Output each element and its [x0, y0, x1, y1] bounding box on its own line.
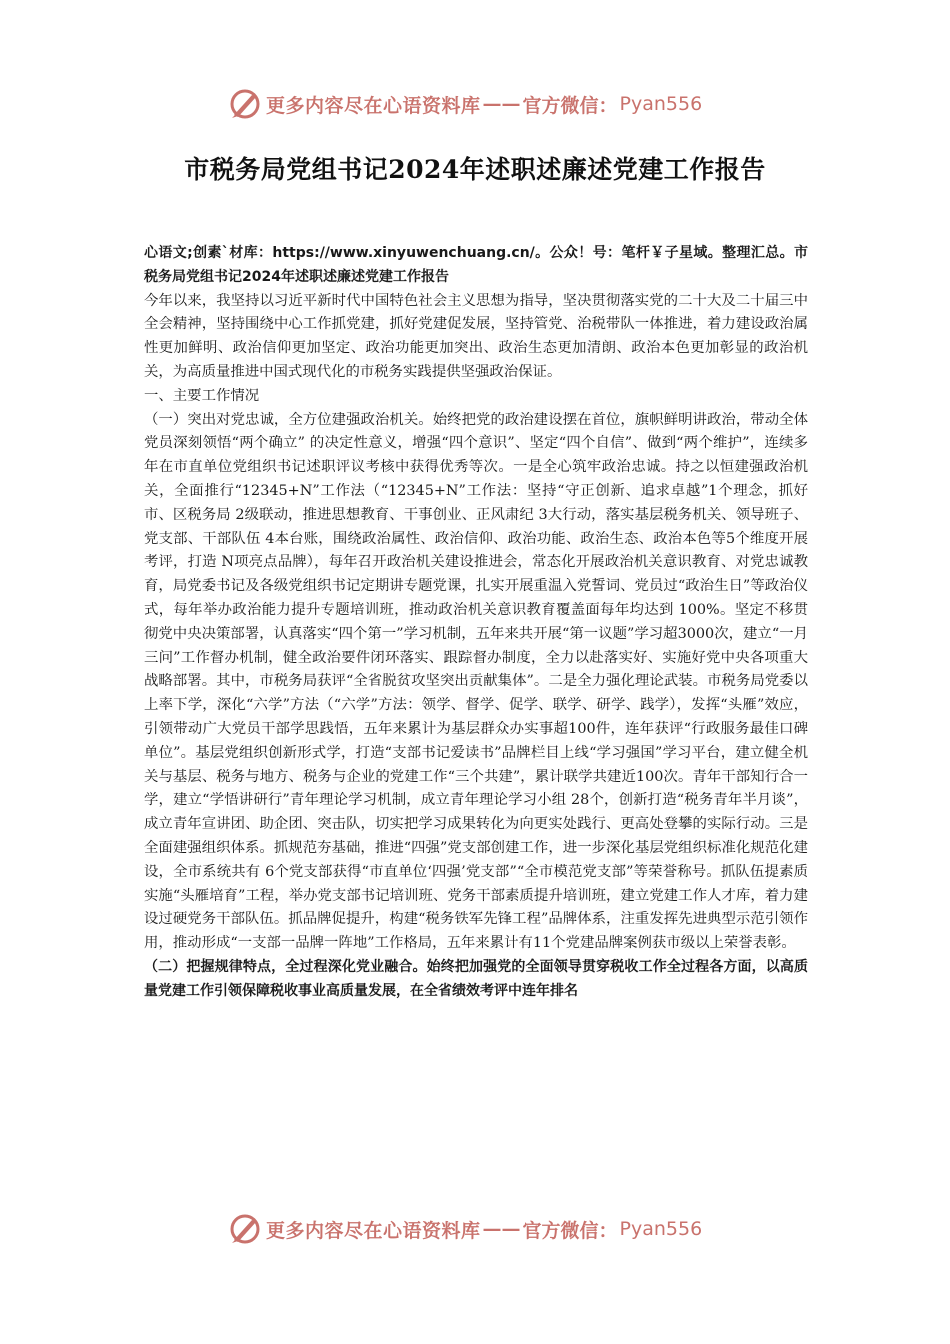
brush-logo-icon [228, 1212, 262, 1246]
banner-wechat-id: Pyan556 [619, 1218, 703, 1240]
banner-wechat-label: 官方微信： [522, 1219, 618, 1242]
banner-wechat-label: 官方微信： [522, 94, 618, 117]
banner-wechat-id: Pyan556 [619, 93, 703, 115]
brush-logo-icon [228, 87, 262, 121]
banner-text: 更多内容尽在心语资料库 [266, 1219, 481, 1242]
header-watermark-banner [228, 84, 728, 124]
page-title: 市税务局党组书记2024年述职述廉述党建工作报告 [184, 155, 766, 184]
footer-watermark-banner [228, 1209, 728, 1249]
document-body [144, 242, 808, 1004]
body-paragraph-1: （一）突出对党忠诚，全方位建强政治机关。始终把党的政治建设摆在首位，旗帜鲜明讲政治，带动全体党员深刻领悟“两个确立” 的决定性意义，增强“四个意识”、坚定“四个自信”、做到“两个维护”，连续多年在市直单位党组织书记述职评议考核中获得优秀等次。一是全心筑牢政治忠诚。持之以恒建强政治机关，全面推行“12345+N”工作法（“12345+N”工作法：坚持“守正创新、追求卓越”1个理念，抓好市、区税务局 2级联动，推进思想教育、干事创业、正风肃纪 3大行动，落实基层税务机关、领导班子、党支部、干部队伍 4本台账，围绕政治属性、政治信仰、政治功能、政治生态、政治本色等5个维度开展考评，打造 N项亮点品牌），每年召开政治机关建设推进会，常态化开展政治机关意识教育、对党忠诚教育，局党委书记及各级党组织书记定期讲专题党课，扎实开展重温入党誓词、党员过“政治生日”等政治仪式，每年举办政治能力提升专题培训班，推动政治机关意识教育覆盖面每年均达到 100%。坚定不移贯彻党中央决策部署，认真落实“四个第一”学习机制，五年来共开展“第一议题”学习超3000次，建立“一月三问”工作督办机制，健全政治要件闭环落实、跟踪督办制度，全力以赴落实好、实施好党中央各项重大战略部署。其中，市税务局获评“全省脱贫攻坚突出贡献集体”。二是全力强化理论武装。市税务局党委以上率下学，深化“六学”方法（“六学”方法：领学、督学、促学、联学、研学、践学），发挥“头雁”效应，引领带动广大党员干部学思践悟，五年来累计为基层群众办实事超100件，连年获评“行政服务最佳口碑单位”。基层党组织创新形式学，打造“支部书记爱读书”品牌栏目上线“学习强国”学习平台，建立健全机关与基层、税务与地方、税务与企业的党建工作“三个共建”，累计联学共建近100次。青年干部知行合一学，建立“学悟讲研行”青年理论学习机制，成立青年理论学习小组 28个，创新打造“税务青年半月谈”，成立青年宣讲团、助企团、突击队，切实把学习成果转化为向更实处践行、更高处登攀的实际行动。三是全面建强组织体系。抓规范夯基础，推进“四强”党支部创建工作，进一步深化基层党组织标准化规范化建设，全市系统共有 6个党支部获得“市直单位‘四强’党支部”“全市模范党支部”等荣誉称号。抓队伍提素质实施“头雁培育”工程，举办党支部书记培训班、党务干部素质提升培训班，建立党建工作人才库，着力建设过硬党务干部队伍。抓品牌促提升，构建“税务铁军先锋工程”品牌体系，注重发挥先进典型示范引领作用，推动形成“一支部一品牌一阵地”工作格局，五年来累计有11个党建品牌案例获市级以上荣誉表彰。 [144, 411, 808, 952]
banner-text: 更多内容尽在心语资料库 [266, 94, 481, 117]
intro-paragraph: 今年以来，我坚持以习近平新时代中国特色社会主义思想为指导，坚决贯彻落实党的二十大及二十届三中全会精神，坚持围绕中心工作抓党建，抓好党建促发展，坚持管党、治税带队一体推进，着力建设政治属性更加鲜明、政治信仰更加坚定、政治功能更加突出、政治生态更加清朗、政治本色更加彰显的政治机关，为高质量推进中国式现代化的市税务实践提供坚强政治保证。 [144, 292, 808, 380]
source-paragraph: 心语文;创素`材库：https://www.xinyuwenchuang.cn/。公众！号：笔杆￥子星域。整理汇总。市税务局党组书记2024年述职述廉述党建工作报告 [144, 245, 808, 285]
banner-separator: —— [482, 1218, 521, 1240]
section-heading: 一、主要工作情况 [144, 387, 260, 404]
banner-separator: —— [482, 93, 521, 115]
body-paragraph-2: （二）把握规律特点，全过程深化党业融合。始终把加强党的全面领导贯穿税收工作全过程各方面，以高质量党建工作引领保障税收事业高质量发展，在全省绩效考评中连年排名 [144, 958, 808, 999]
